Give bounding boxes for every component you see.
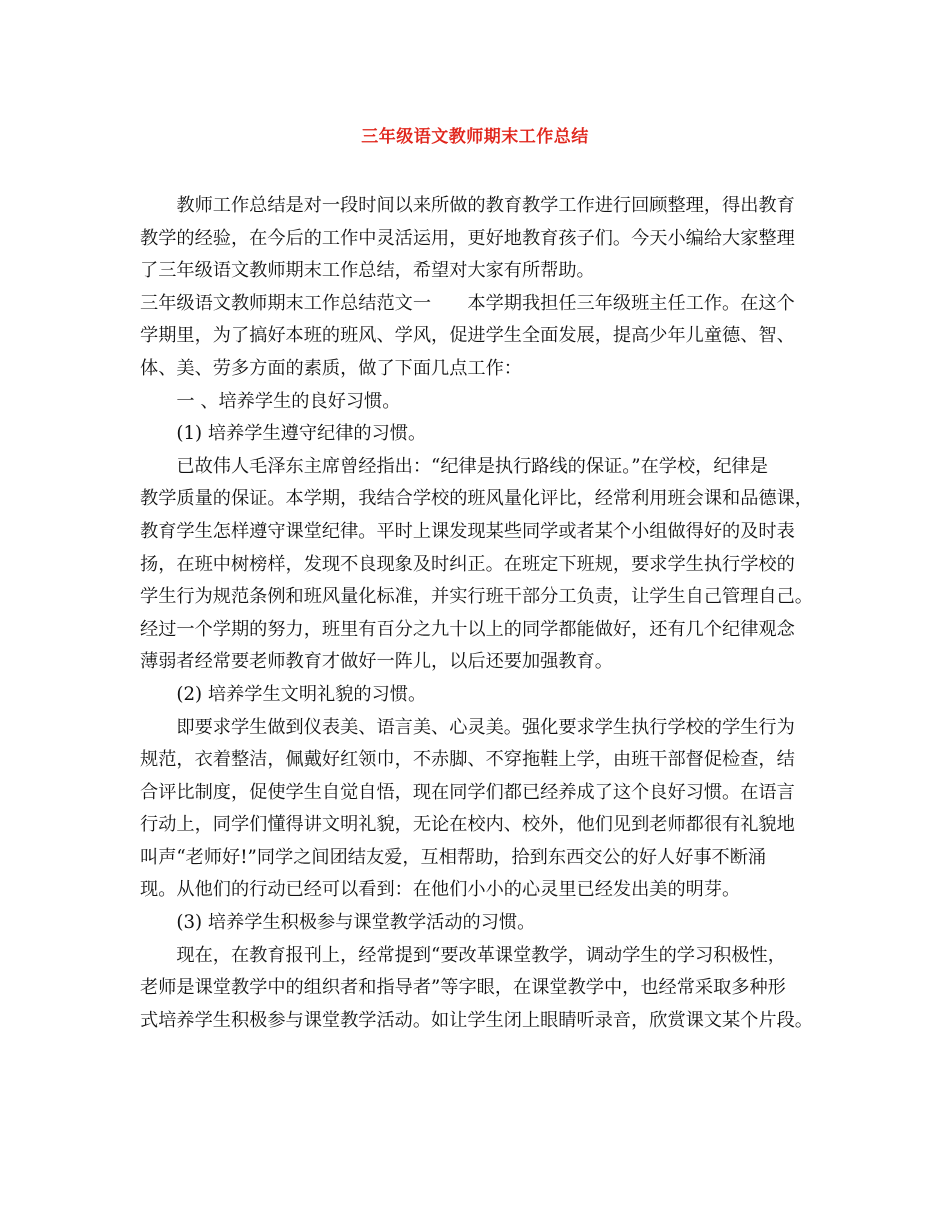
text-line: (1) 培养学生遵守纪律的习惯。 <box>176 423 427 445</box>
text-line: 式培养学生积极参与课堂教学活动。如让学生闭上眼睛听录音，欣赏课文某个片段。 <box>140 1009 813 1031</box>
text-line: 三年级语文教师期末工作总结范文一 本学期我担任三年级班主任工作。在这个 <box>140 292 795 314</box>
paragraph-sub-2 <box>140 679 830 712</box>
document-body <box>140 190 830 1037</box>
paragraph-intro <box>140 190 830 288</box>
text-line: 合评比制度，促使学生自觉自悟，现在同学们都已经养成了这个良好习惯。在语言 <box>140 781 795 803</box>
text-line: 教育学生怎样遵守课堂纪律。平时上课发现某些同学或者某个小组做得好的及时表 <box>140 520 795 542</box>
text-line: 体、美、劳多方面的素质，做了下面几点工作： <box>140 357 522 379</box>
text-line: 行动上，同学们懂得讲文明礼貌，无论在校内、校外，他们见到老师都很有礼貌地 <box>140 814 795 836</box>
text-line: 教学的经验，在今后的工作中灵活运用，更好地教育孩子们。今天小编给大家整理 <box>140 227 795 249</box>
text-line: 一 、培养学生的良好习惯。 <box>176 390 401 412</box>
text-line: 了三年级语文教师期末工作总结，希望对大家有所帮助。 <box>140 260 595 282</box>
text-line: 薄弱者经常要老师教育才做好一阵儿，以后还要加强教育。 <box>140 651 613 673</box>
text-line: 现在，在教育报刊上，经常提到“要改革课堂教学，调动学生的学习积极性， <box>176 944 786 966</box>
paragraph-sub-3 <box>140 907 830 940</box>
text-line: 已故伟人毛泽东主席曾经指出：“纪律是执行路线的保证。”在学校，纪律是 <box>176 455 768 477</box>
text-line: 现。从他们的行动已经可以看到：在他们小小的心灵里已经发出美的明芽。 <box>140 879 741 901</box>
paragraph-manners <box>140 712 830 908</box>
text-line: 叫声“老师好!”同学之间团结友爱，互相帮助，拾到东西交公的好人好事不断涌 <box>140 846 767 868</box>
text-line: 规范，衣着整洁，佩戴好红领巾，不赤脚、不穿拖鞋上学，由班干部督促检查，结 <box>140 749 795 771</box>
text-line: 即要求学生做到仪表美、语言美、心灵美。强化要求学生执行学校的学生行为 <box>176 716 795 738</box>
text-line: 扬，在班中树榜样，发现不良现象及时纠正。在班定下班规，要求学生执行学校的 <box>140 553 795 575</box>
text-line: 老师是课堂教学中的组织者和指导者”等字眼，在课堂教学中，也经常采取多种形 <box>140 977 786 999</box>
text-line: 教师工作总结是对一段时间以来所做的教育教学工作进行回顾整理，得出教育 <box>176 195 795 216</box>
text-line: 教学质量的保证。本学期，我结合学校的班风量化评比，经常利用班会课和品德课， <box>140 488 813 510</box>
paragraph-sample-one <box>140 288 830 386</box>
paragraph-discipline <box>140 451 830 679</box>
text-line: 学生行为规范条例和班风量化标准，并实行班干部分工负责，让学生自己管理自己。 <box>140 586 813 608</box>
paragraph-sub-1 <box>140 418 830 451</box>
document-title: 三年级语文教师期末工作总结 <box>361 127 589 147</box>
text-line: 学期里，为了搞好本班的班风、学风，促进学生全面发展，提高少年儿童德、智、 <box>140 325 795 347</box>
text-line: (2) 培养学生文明礼貌的习惯。 <box>176 683 427 705</box>
paragraph-participation <box>140 940 830 1038</box>
paragraph-heading-1 <box>140 386 830 419</box>
text-line: 经过一个学期的努力，班里有百分之九十以上的同学都能做好，还有几个纪律观念 <box>140 618 795 640</box>
text-line: (3) 培养学生积极参与课堂教学活动的习惯。 <box>176 912 536 934</box>
